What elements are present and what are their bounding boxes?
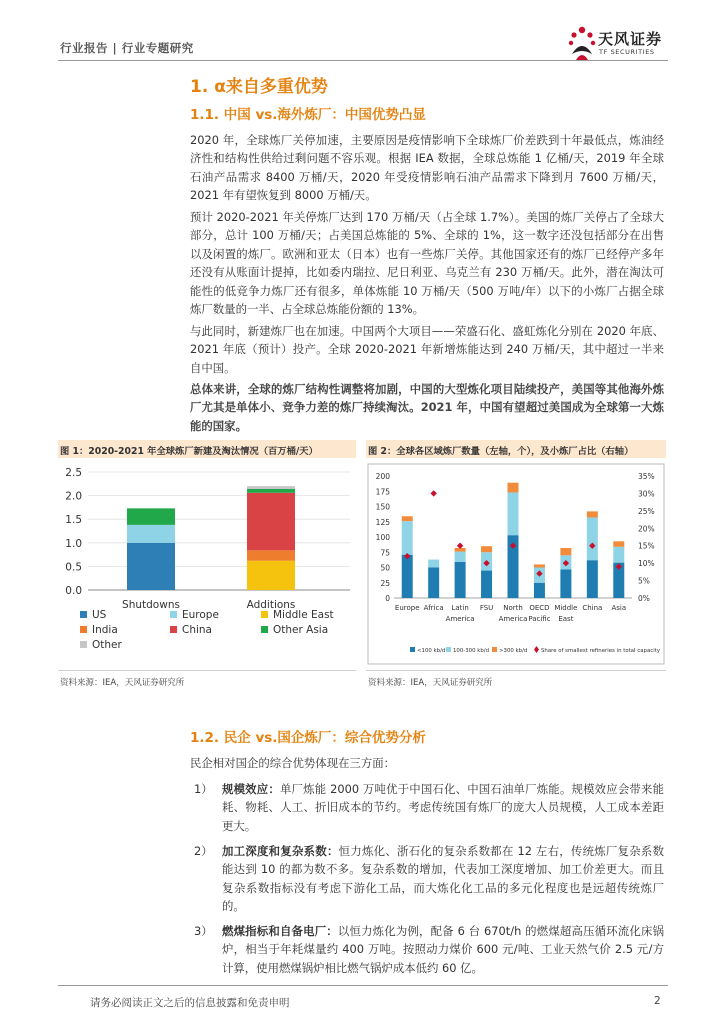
figure-title: 图 2：全球各区域炼厂数量（左轴，个），及小炼厂占比（右轴） (368, 446, 634, 457)
y-left-tick-label: 200 (375, 472, 390, 481)
list-item (190, 780, 664, 836)
y-left-tick-label: 50 (380, 563, 390, 573)
bar-segment (560, 548, 571, 555)
tf-logo-icon (567, 24, 597, 62)
y-right-tick-label: 35% (638, 472, 655, 481)
legend-label: Europe (182, 609, 219, 621)
x-tick-label: Pacific (528, 615, 551, 623)
y-tick-label: 1.5 (65, 514, 82, 527)
list-item-text: 单厂炼能 2000 万吨优于中国石化、中国石油单厂炼能。规模效应会带来能耗、物耗、人工、折旧成本的节约。考虑传统国有炼厂的庞大人员规模，人工成本差距更大。 (222, 782, 664, 833)
bar-segment (402, 555, 413, 598)
subsection-title: 1.2. 民企 vs.国企炼厂：综合优势分析 (190, 730, 426, 746)
bar-segment (481, 546, 492, 552)
list-item (190, 842, 664, 916)
bar-segment (247, 489, 295, 493)
x-tick-label: Middle (554, 604, 578, 612)
figure-divider (366, 670, 666, 671)
figure-title: 图 1：2020-2021 年全球炼厂新建及淘汰情况（百万桶/天） (60, 446, 318, 457)
y-left-tick-label: 75 (380, 548, 390, 558)
bar-segment (587, 511, 598, 517)
bar-segment (481, 571, 492, 598)
logo-subtitle: TF SECURITIES (599, 48, 655, 56)
bar-segment (455, 562, 466, 598)
bar-segment (508, 483, 519, 493)
bar-segment (402, 516, 413, 521)
paragraph: 预计 2020-2021 年关停炼厂达到 170 万桶/天（占全球 1.7%）。美国的炼厂关停占了全球大部分，总计 100 万桶/天；占美国总炼能的 5%、全球的 1%，这一数字还没包括部分在出售以及闲置的炼厂。欧洲和亚太（日本）也有一些炼厂关停。其他国家还有的炼厂已经停产多年还没有从账面计提掉，比如委内瑞拉、尼日利亚、乌克兰有 230 万桶/天。此外，潜在淘汰可能性的低竞争力炼厂还有很多，单体炼能 10 万桶/天（500 万吨/年）以下的小炼厂占据全球炼厂数量的一半、占全球总炼能份额的 13%。 (190, 210, 664, 317)
x-tick-label: OECD (529, 604, 550, 612)
legend-swatch (170, 611, 177, 618)
x-tick-label: Asia (611, 604, 627, 612)
bar-segment (534, 564, 545, 567)
x-tick-label: East (558, 615, 574, 623)
footer-disclaimer: 请务必阅读正文之后的信息披露和免责申明 (90, 997, 290, 1009)
y-right-tick-label: 30% (638, 489, 655, 499)
y-left-tick-label: 25 (380, 578, 390, 588)
list-item-number: 2） (194, 844, 213, 858)
y-right-tick-label: 15% (638, 541, 655, 551)
list-item-number: 1） (194, 782, 213, 796)
bar-segment (455, 552, 466, 562)
legend-swatch (261, 626, 268, 633)
bar-segment (247, 486, 295, 489)
list-item-body (222, 922, 664, 977)
y-left-tick-label: 100 (375, 533, 390, 542)
y-tick-label: 0.5 (65, 561, 82, 574)
y-right-tick-label: 25% (638, 506, 655, 516)
bar-segment (613, 547, 624, 563)
legend-swatch (80, 611, 87, 618)
bar-segment (247, 493, 295, 551)
report-category: 行业报告 | 行业专题研究 (60, 41, 194, 55)
list-item-lead: 燃煤指标和自备电厂： (222, 924, 338, 938)
legend-swatch (446, 647, 451, 652)
x-tick-label: Europe (394, 604, 420, 612)
x-tick-label: North (503, 604, 523, 612)
bar-segment (428, 568, 439, 599)
y-tick-label: 2.5 (65, 467, 82, 479)
bar-segment (587, 517, 598, 560)
bar-segment (428, 560, 439, 568)
bar-segment (587, 560, 598, 598)
legend-label: <100 kb/d (417, 648, 446, 654)
legend-label: Share of smallest refineries in total capacity (541, 648, 661, 654)
legend-swatch (170, 626, 177, 633)
legend-label: Other (92, 639, 122, 651)
x-tick-label: America (445, 615, 475, 623)
y-tick-label: 2.0 (65, 490, 82, 503)
y-tick-label: 1.0 (65, 537, 82, 550)
x-tick-label: China (582, 604, 603, 612)
figure-divider (58, 670, 356, 671)
chart-refinery-additions-shutdowns (58, 460, 356, 670)
x-tick-label: Shutdowns (122, 599, 180, 611)
legend-swatch (80, 626, 87, 633)
list-item-body (222, 780, 664, 835)
bar-segment (508, 492, 519, 535)
y-right-tick-label: 5% (638, 576, 650, 586)
y-left-tick-label: 0 (385, 594, 390, 603)
legend-label: >300 kb/d (499, 648, 528, 654)
y-right-tick-label: 0% (638, 594, 650, 603)
list-item (190, 922, 664, 978)
list-item-body (222, 842, 664, 916)
bar-segment (247, 561, 295, 590)
list-item-lead: 规模效应： (222, 782, 280, 796)
legend-label: India (92, 624, 118, 636)
bar-segment (127, 525, 175, 543)
logo-name: 天风证券 (598, 30, 663, 48)
subsection-title: 1.1. 中国 vs.海外炼厂：中国优势凸显 (190, 107, 426, 123)
list-item-text: 以恒力炼化为例，配备 6 台 670t/h 的燃煤超高压循环流化床锅炉，相当于年耗煤量约 400 万吨。按照动力煤价 600 元/吨、工业天然气价 2.5 元/方计算，使用燃煤锅炉相比燃气锅炉成本低约 60 亿。 (222, 924, 664, 975)
legend-swatch (534, 646, 539, 653)
legend-swatch (261, 611, 268, 618)
legend-label: Middle East (273, 609, 334, 621)
bar-segment (402, 521, 413, 555)
footer-divider (58, 985, 668, 986)
y-left-tick-label: 175 (375, 487, 390, 497)
bar-segment (560, 569, 571, 598)
y-tick-label: 0.0 (65, 585, 82, 597)
x-tick-label: FSU (479, 604, 494, 612)
x-tick-label: Africa (423, 604, 444, 612)
y-right-tick-label: 20% (638, 524, 655, 534)
legend-swatch (492, 647, 497, 652)
paragraph: 与此同时，新建炼厂也在加速。中国两个大项目——荣盛石化、盛虹炼化分别在 2020 年底、2021 年底（预计）投产。全球 2020-2021 年新增炼能达到 240 万桶/天，其中超过一半来自中国。 (190, 324, 664, 375)
bar-segment (127, 508, 175, 525)
legend-label: 100-300 kb/d (453, 648, 490, 654)
figure-source: 资料来源：IEA，天风证券研究所 (368, 678, 493, 688)
marker-point (430, 490, 436, 496)
section-title: 1. α来自多重优势 (190, 77, 328, 97)
paragraph: 2020 年，全球炼厂关停加速，主要原因是疫情影响下全球炼厂价差跌到十年最低点，炼油经济性和结构性供给过剩问题不容乐观。根据 IEA 数据，全球总炼能 1 亿桶/天，2019 年全球石油产品需求 8400 万桶/天，2020 年受疫情影响石油产品需求下降到月 7600 万桶/天，2021 年有望恢复到 8000 万桶/天。 (190, 133, 664, 203)
figure-source: 资料来源：IEA，天风证券研究所 (60, 678, 185, 688)
section-intro: 民企相对国企的综合优势体现在三方面： (190, 756, 396, 770)
paragraph-summary: 总体来讲，全球的炼厂结构性调整将加剧，中国的大型炼化项目陆续投产，美国等其他海外炼厂尤其是单体小、竞争力差的炼厂持续淘汰。2021 年，中国有望超过美国成为全球第一大炼能的国家。 (190, 382, 664, 433)
y-right-tick-label: 10% (638, 559, 655, 569)
legend-swatch (80, 641, 87, 648)
x-tick-label: America (498, 615, 528, 623)
marker-point (457, 543, 463, 549)
bar-segment (247, 550, 295, 560)
list-item-text: 恒力炼化、浙石化的复杂系数都在 12 左右，传统炼厂复杂系数能达到 10 的都为数不多。复杂系数的增加，代表加工深度增加、加工价差更大。而且复杂系数指标没有考虑下游化工品，而大炼化化工品的多元化程度也是远超传统炼厂的。 (222, 844, 664, 914)
x-tick-label: Additions (246, 599, 296, 611)
bar-segment (127, 543, 175, 590)
legend-label: US (92, 609, 107, 621)
legend-swatch (410, 647, 415, 652)
y-left-tick-label: 125 (375, 517, 390, 527)
list-item-lead: 加工深度和复杂系数： (222, 844, 339, 858)
legend-label: Other Asia (273, 624, 329, 636)
chart-refineries-by-region (366, 460, 666, 670)
legend-label: China (182, 624, 212, 636)
x-tick-label: Latin (451, 604, 469, 612)
page-number: 2 (654, 995, 661, 1007)
y-left-tick-label: 150 (375, 502, 390, 512)
bar-segment (613, 541, 624, 546)
list-item-number: 3） (194, 924, 213, 938)
bar-segment (534, 583, 545, 598)
